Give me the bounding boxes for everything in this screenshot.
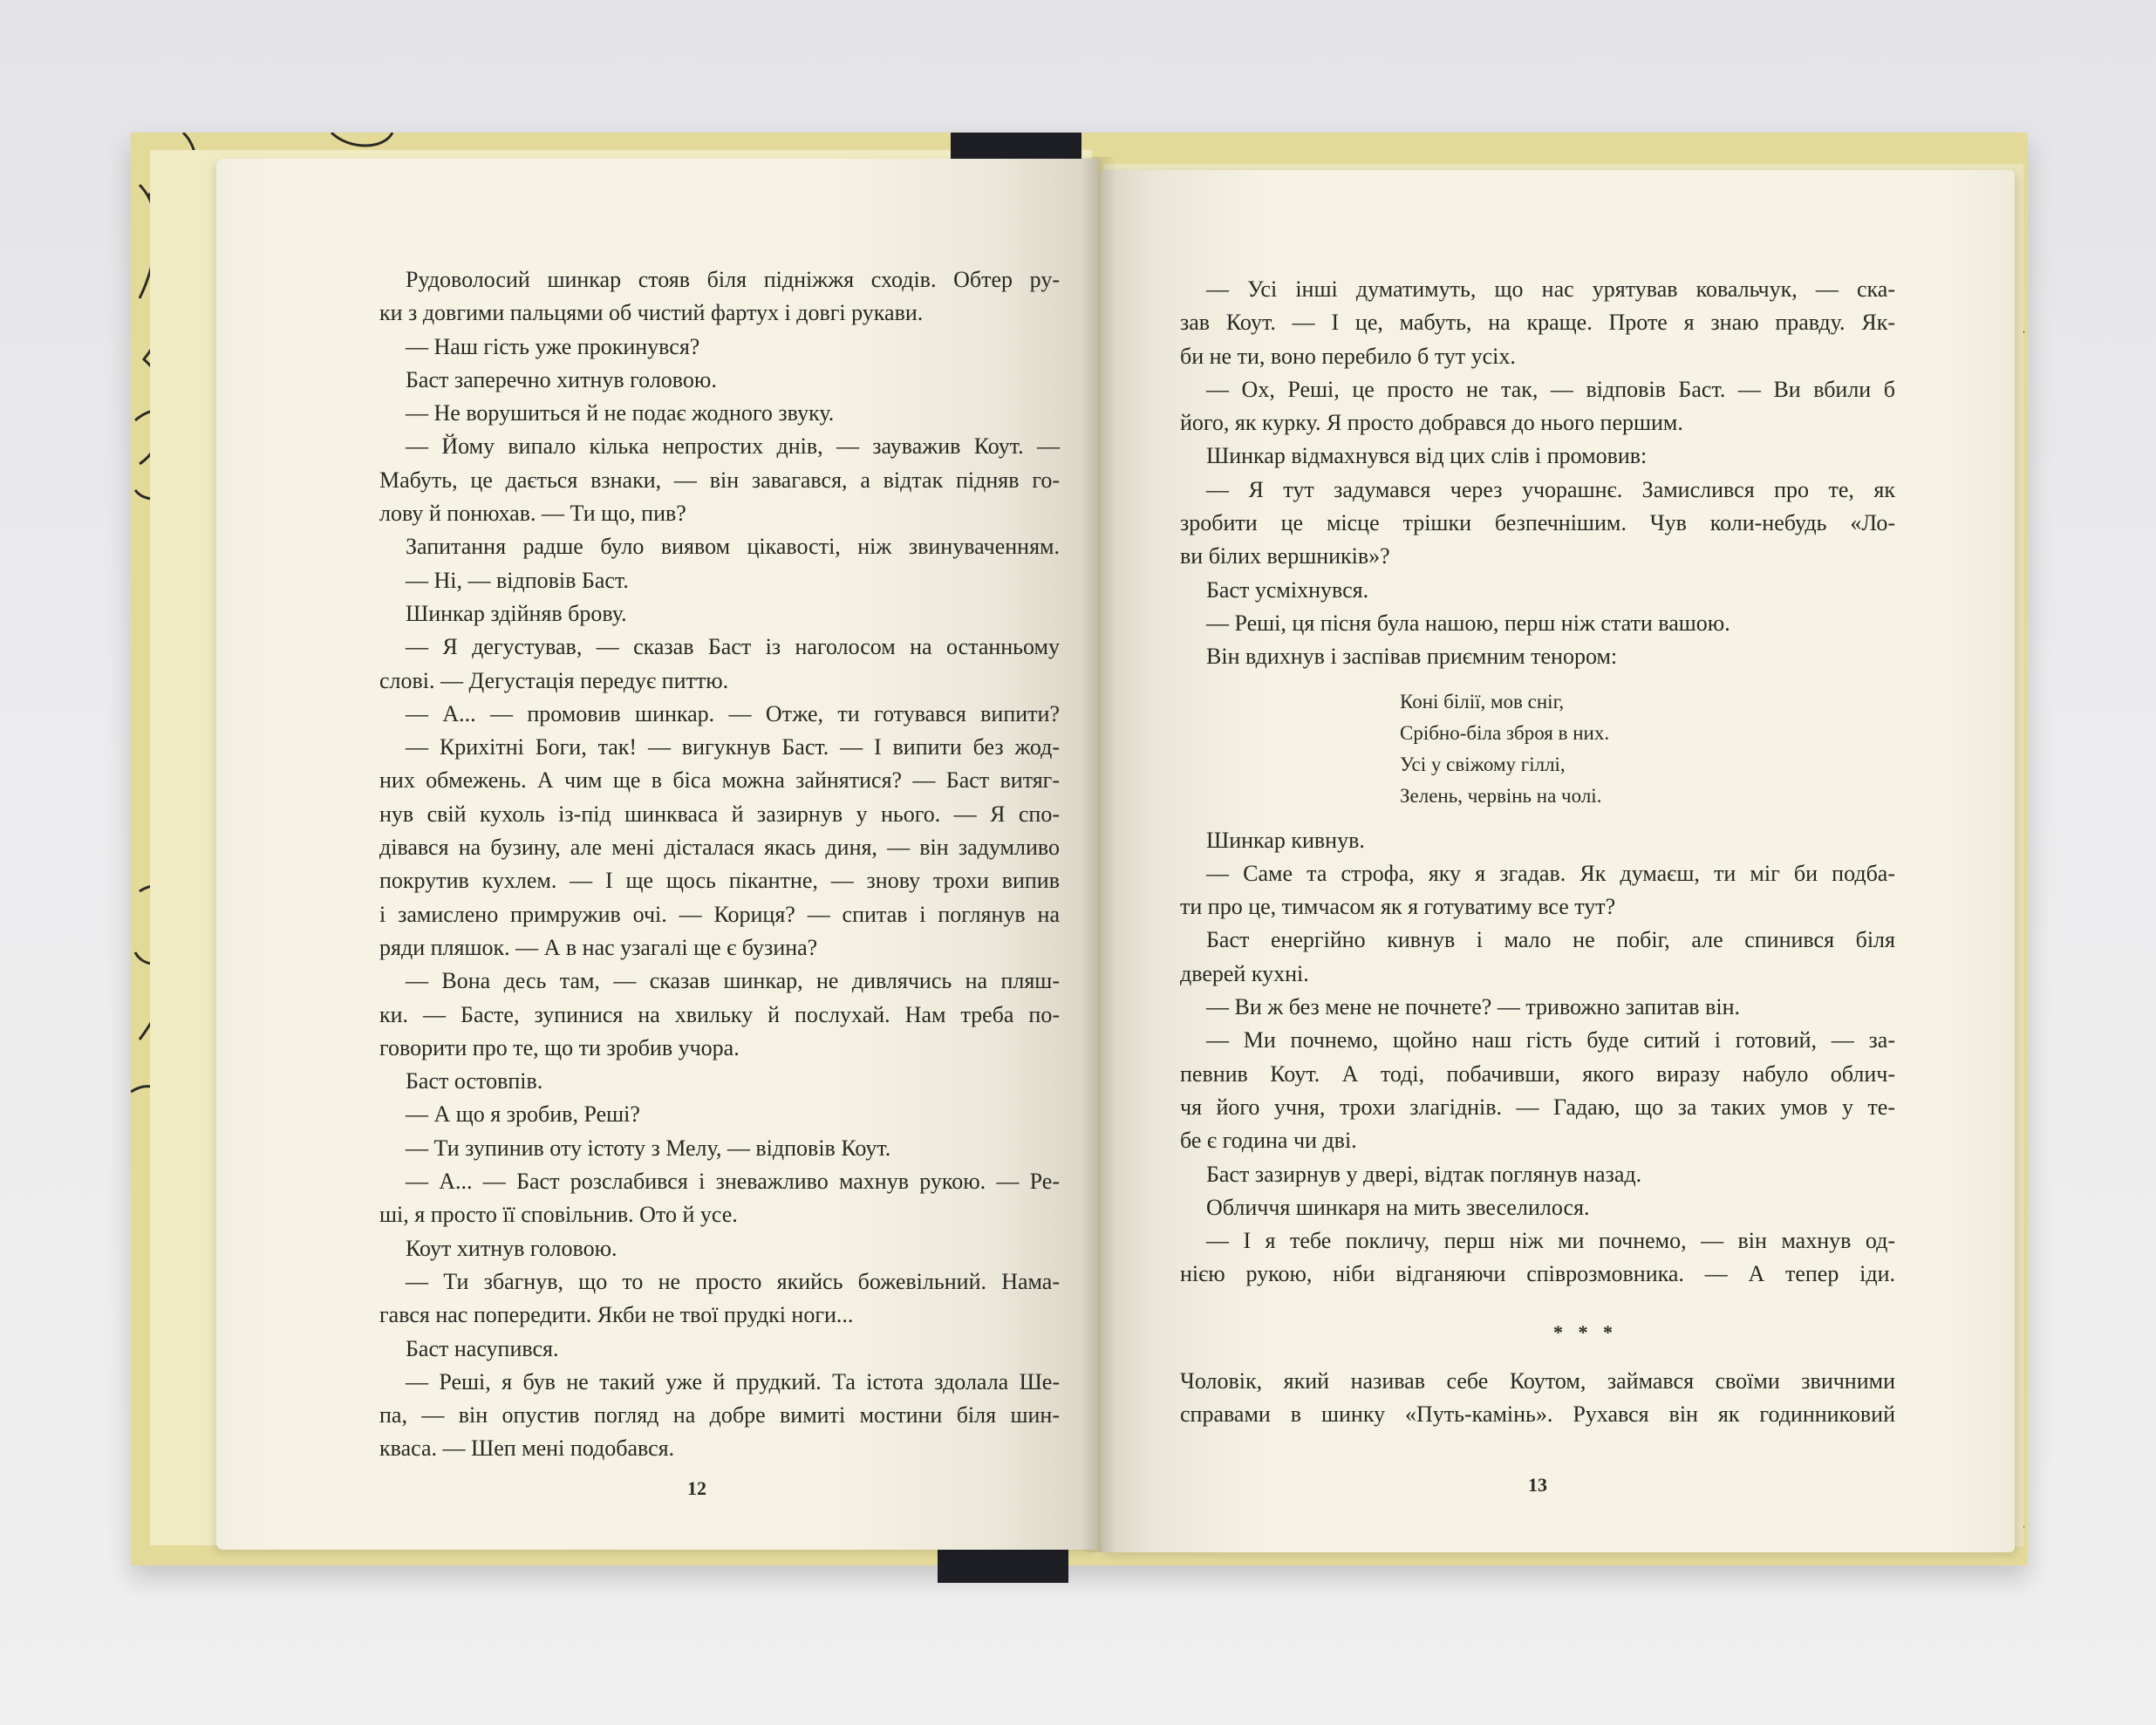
poem-line: Усі у свіжому гіллі, bbox=[1400, 753, 1566, 775]
poem bbox=[1180, 686, 1895, 812]
text-line: певнив Коут. А тоді, побачивши, якого виразу набуло облич- bbox=[1180, 1060, 1895, 1087]
text-line: — Ви ж без мене не почнете? — тривожно запитав він. bbox=[1206, 994, 1740, 1020]
text-line: дівався на бузину, але мені дісталася якась диня, — він задумливо bbox=[379, 835, 1060, 861]
cover-dark-band-top bbox=[951, 133, 1081, 159]
text-line: — Ти збагнув, що то не просто якийсь божевільний. Нама- bbox=[406, 1268, 1060, 1294]
text-line: ви білих вершників»? bbox=[1180, 543, 1390, 569]
text-line: би не ти, воно перебило б тут усіх. bbox=[1180, 343, 1516, 369]
text-line: ряди пляшок. — А в нас узагалі ще є бузина? bbox=[379, 934, 818, 960]
text-line: — Наш гість уже прокинувся? bbox=[406, 333, 700, 359]
text-line: — Ох, Реші, це просто не так, — відповів Баст. — Ви вбили б bbox=[1206, 376, 1895, 402]
text-line: Обличчя шинкаря на мить звеселилося. bbox=[1206, 1194, 1590, 1220]
text-line: ти про це, тимчасом як я готуватиму все тут? bbox=[1180, 894, 1616, 920]
text-line: — Усі інші думатимуть, що нас урятував ковальчук, — ска- bbox=[1206, 276, 1895, 302]
text-line: — Ми почнемо, щойно наш гість буде ситий і готовий, — за- bbox=[1206, 1027, 1895, 1053]
text-line: покрутив кухлем. — І ще щось пікантне, — знову трохи випив bbox=[379, 868, 1060, 894]
text-line: — Реші, я був не такий уже й прудкий. Та істота здолала Ше- bbox=[406, 1368, 1060, 1394]
right-page-paragraphs-before-poem bbox=[1180, 273, 1895, 674]
text-line: — Вона десь там, — сказав шинкар, не дивлячись на пляш- bbox=[406, 968, 1060, 994]
text-line: Шинкар відмахнувся від цих слів і промовив: bbox=[1206, 443, 1648, 469]
poem-line: Коні білії, мов сніг, bbox=[1400, 690, 1565, 712]
text-line: — Не ворушиться й не подає жодного звуку. bbox=[406, 400, 835, 426]
text-line: нув свій кухоль із-під шинквасa й зазирнув у нього. — Я спо- bbox=[379, 801, 1060, 827]
right-page-paragraphs-after-separator bbox=[1180, 1365, 1895, 1432]
text-line: нією рукою, ніби відганяючи співрозмовника. — А тепер іди. bbox=[1180, 1261, 1895, 1287]
text-line: Шинкар здійняв брову. bbox=[406, 600, 627, 626]
text-line: ки. — Басте, зупинися на хвильку й послухай. Нам треба по- bbox=[379, 1001, 1060, 1027]
text-line: Запитання радше було виявом цікавості, ніж звинуваченням. bbox=[406, 534, 1060, 560]
text-line: Шинкар кивнув. bbox=[1206, 827, 1365, 853]
text-line: ші, я просто її сповільнив. Ото й усе. bbox=[379, 1202, 738, 1228]
text-line: Баст усміхнувся. bbox=[1206, 576, 1369, 603]
text-line: па, — він опустив погляд на добре вимиті мостини біля шин- bbox=[379, 1402, 1060, 1428]
text-line: — Ти зупинив оту істоту з Мелу, — відповів Коут. bbox=[406, 1135, 891, 1161]
right-page-text bbox=[1180, 273, 1895, 1432]
text-line: Він вдихнув і заспівав приємним тенором: bbox=[1206, 644, 1618, 670]
text-line: його, як курку. Я просто добрався до нього першим. bbox=[1180, 410, 1683, 436]
text-line: лову й понюхав. — Ти що, пив? bbox=[379, 501, 686, 527]
text-line: Рудоволосий шинкар стояв біля підніжжя сходів. Обтер ру- bbox=[406, 267, 1060, 292]
text-line: Баст остовпів. bbox=[406, 1068, 543, 1094]
poem-line: Зелень, червінь на чолі. bbox=[1400, 784, 1602, 807]
text-line: ки з довгими пальцями об чистий фартух і довгі рукави. bbox=[379, 300, 924, 326]
text-line: — Я дегустував, — сказав Баст із наголосом на останньому bbox=[406, 634, 1060, 660]
text-line: слові. — Дегустація передує питтю. bbox=[379, 667, 729, 693]
right-page-number: 13 bbox=[1528, 1474, 1547, 1496]
text-line: — Саме та строфа, яку я згадав. Як думаєш, ти міг би подба- bbox=[1206, 860, 1895, 886]
text-line: — Реші, ця пісня була нашою, перш ніж стати вашою. bbox=[1206, 610, 1730, 636]
book-gutter bbox=[1081, 157, 1116, 1552]
text-line: гався нас попередити. Якби не твої прудкі ноги... bbox=[379, 1302, 854, 1328]
text-line: Баст заперечно хитнув головою. bbox=[406, 366, 717, 392]
text-line: — А що я зробив, Реші? bbox=[406, 1101, 640, 1128]
text-line: Мабуть, це дається взнаки, — він завагався, а відтак підняв го- bbox=[379, 467, 1060, 493]
left-page-number: 12 bbox=[687, 1477, 706, 1499]
text-line: бе є година чи дві. bbox=[1180, 1128, 1357, 1154]
text-line: — Йому випало кілька непростих днів, — зауважив Коут. — bbox=[406, 433, 1060, 460]
text-line: чя його учня, трохи злагіднів. — Гадаю, що за таких умов у те- bbox=[1180, 1094, 1895, 1120]
text-line: Баст енергійно кивнув і мало не побіг, але спинився біля bbox=[1206, 927, 1895, 953]
text-line: говорити про те, що ти зробив учора. bbox=[379, 1034, 740, 1060]
text-line: Баст зазирнув у двері, відтак поглянув назад. bbox=[1206, 1161, 1642, 1187]
text-line: — А... — Баст розслабився і зневажливо махнув рукою. — Ре- bbox=[406, 1169, 1060, 1195]
section-separator: * * * bbox=[1553, 1320, 1618, 1343]
text-line: Чоловік, який називав себе Коутом, займався своїми звичними bbox=[1180, 1368, 1895, 1394]
text-line: — Крихітні Боги, так! — вигукнув Баст. — І випити без жод- bbox=[406, 734, 1060, 760]
text-line: і замислено примружив очі. — Кориця? — спитав і поглянув на bbox=[379, 901, 1060, 927]
text-line: справами в шинку «Путь-камінь». Рухався він як годинниковий bbox=[1180, 1401, 1895, 1428]
text-line: них обмежень. А чим ще в біса можна зайнятися? — Баст витяг- bbox=[379, 767, 1060, 794]
text-line: дверей кухні. bbox=[1180, 960, 1309, 986]
text-line: — А... — промовив шинкар. — Отже, ти готувався випити? bbox=[406, 700, 1060, 726]
text-line: кваса. — Шеп мені подобався. bbox=[379, 1435, 675, 1462]
text-line: — Ні, — відповів Баст. bbox=[406, 567, 629, 593]
text-line: зробити це місце трішки безпечнішим. Чув коли-небудь «Ло- bbox=[1180, 510, 1895, 536]
left-page-text bbox=[379, 263, 1060, 1466]
text-line: — Я тут задумався через учорашнє. Замислився про те, як bbox=[1206, 476, 1895, 502]
text-line: — І я тебе покличу, перш ніж ми почнемо, — він махнув од- bbox=[1206, 1228, 1895, 1254]
right-page-paragraphs-after-poem bbox=[1180, 824, 1895, 1292]
text-line: Коут хитнув головою. bbox=[406, 1235, 617, 1261]
poem-line: Срібно-біла зброя в них. bbox=[1400, 721, 1610, 744]
text-line: Баст насупився. bbox=[406, 1335, 559, 1361]
text-line: зав Коут. — І це, мабуть, на краще. Проте я знаю правду. Як- bbox=[1180, 310, 1895, 336]
